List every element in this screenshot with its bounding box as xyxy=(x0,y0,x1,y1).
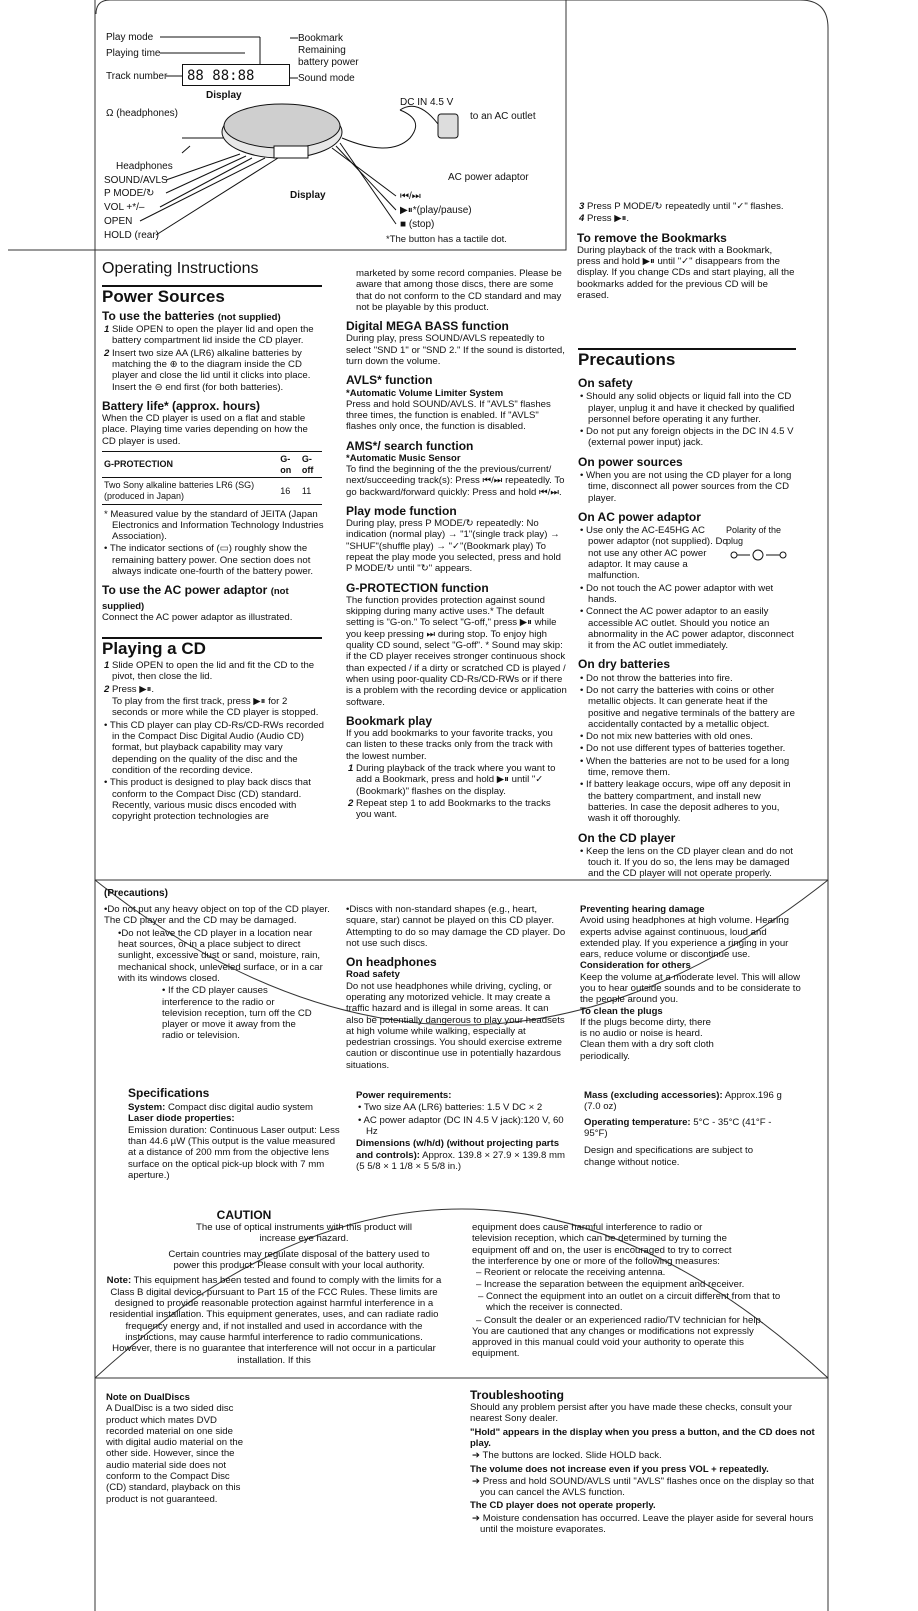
battery-life-table: G-PROTECTION G-on G-off Two Sony alkaline batteries LR6 (SG)(produced in Japan) 16 11 xyxy=(102,451,322,504)
label-stop: ■ (stop) xyxy=(400,219,435,230)
label-play-mode: Play mode xyxy=(106,32,154,43)
label-ac-adaptor: AC power adaptor xyxy=(448,172,529,183)
ams-text: To find the beginning of the the previous/current/ next/succeeding track(s): Press ⏮/⏭ repeatedly. To go backward/forward quickly: Press and hold ⏮/⏭. xyxy=(346,464,565,498)
play-mode-text: During play, press P MODE/↻ repeatedly: No indication (normal play) → "1"(single track play) → "SHUF"(shuffle play) → "✓"(Bookmark play) To repeat the play mode you selected, press and hold P MODE/↻ until "↻" appears. xyxy=(346,518,561,575)
ac-prec-1: • Use only the AC-E45HG AC power adaptor (not supplied). Do not use any other AC power adaptor. It may cause a malfunction. xyxy=(580,525,728,582)
battery-step-2: 2 Insert two size AA (LR6) alkaline batteries by matching the ⊕ to the diagram inside the CD player and close the lid until it clicks into place. Insert the ⊖ end first (for both batteries). xyxy=(104,347,311,393)
dualdisc-note xyxy=(106,1392,248,1505)
interference-intro: equipment does cause harmful interference to radio or television reception, which can be determined by turning the equipment off and on, the user is encouraged to try to correct the interference by one or more of the following measures: xyxy=(472,1222,732,1267)
prec-interference: • If the CD player causes interference to the radio or television reception, turn off the CD player or move it away from the radio or television. xyxy=(162,985,312,1042)
dry-3: • Do not mix new batteries with old ones. xyxy=(580,731,753,743)
measure-4: – Consult the dealer or an experienced radio/TV technician for help. xyxy=(476,1314,764,1326)
label-bookmark: Bookmark xyxy=(298,33,344,44)
prec-heavy-object: •Do not put any heavy object on top of the CD player. The CD player and the CD may be damaged. xyxy=(104,904,330,927)
cd-player-prec-title: On the CD player xyxy=(578,830,676,845)
caution-battery: Certain countries may regulate disposal of the battery used to power this product. Please consult with your local authority. xyxy=(168,1248,430,1272)
avls-subtitle: *Automatic Volume Limiter System xyxy=(346,387,504,399)
dry-6: • If battery leakage occurs, wipe off any deposit in the battery compartment, and install new batteries. In case the deposit adheres to you, wash it off thoroughly. xyxy=(580,779,791,825)
dualdisc-title: Note on DualDiscs xyxy=(106,1392,190,1403)
ams-title: AMS*/ search function xyxy=(346,438,474,453)
specifications xyxy=(128,1086,818,1182)
g-protection-text: The function provides protection against sound skipping during many active uses.* The default setting is "G-on." To select "G-off," press ▶⏸ while you keep pressing ⏭ during stop. To enjoy high quality CD sound, select "G-off". * Sound may skip: if the CD player receives stronger continuous shock than expected / if a dirty or scratched CD is played / when using poor-quality CD-Rs/CD-RWs or if there is a problem with the recording device or application software. xyxy=(346,594,567,708)
dry-4: • Do not use different types of batteries together. xyxy=(580,743,786,755)
fcc-note: Note: This equipment has been tested and found to comply with the limits for a Class B digital device, pursuant to Part 15 of the FCC Rules. These limits are designed to provide reasonable protection against harmful interference in a residential installation. This equipment generates, uses, and can radiate radio frequency energy and, if not installed and used in accordance with the instructions, may cause harmful interference to radio communications. However, there is no guarantee that interference will not occur in a particular installation. If this xyxy=(106,1275,442,1366)
label-open: OPEN xyxy=(104,216,133,227)
column-2 xyxy=(346,268,568,822)
modification-warning: You are cautioned that any changes or modifications not expressly approved in this manual could void your authority to operate this equipment. xyxy=(472,1325,754,1360)
cd-prec-1: • Keep the lens on the CD player clean and do not touch it. If you do so, the lens may be damaged and the CD player will not operate properly. xyxy=(580,845,793,880)
dry-batteries-title: On dry batteries xyxy=(578,657,671,672)
prec-location: •Do not leave the CD player in a location near heat sources, or in a place subject to direct sunlight, excessive dust or sand, moisture, rain, mechanical shock, unleveled surface, or in a car with its windows closed. xyxy=(118,927,323,984)
play-step-1: 1 Slide OPEN to open the lid and fit the CD to the pivot, then close the lid. xyxy=(104,660,315,683)
precautions-left xyxy=(104,904,344,1042)
bookmark-play-text: If you add bookmarks to your favorite tracks, you can listen to these tracks only from the track with the lowest number. xyxy=(346,728,553,762)
label-display: Display xyxy=(206,90,242,101)
mega-bass-text: During play, press SOUND/AVLS repeatedly to select "SND 1" or "SND 2." If the sound is distorted, turn down the volume. xyxy=(346,333,565,368)
cdr-note: • This CD player can play CD-Rs/CD-RWs recorded in the Compact Disc Digital Audio (Audio CD) format, but playback capability may vary depending on the quality of the disc and the condition of the recording device. xyxy=(104,719,324,776)
solution-hold: ➔ The buttons are locked. Slide HOLD back. xyxy=(472,1450,662,1462)
indicator-note: • The indicator sections of (▭) roughly show the remaining battery power. One section does not always indicate one-fourth of the battery power. xyxy=(104,543,314,578)
remove-bookmarks-text: During playback of the track with a Bookmark, press and hold ▶⏸ until "✓" disappears from the display. If you change CDs and start playing, all the bookmarks added for the previous CD will be erased. xyxy=(577,244,795,302)
road-safety-title: Road safety xyxy=(346,969,400,981)
avls-text: Press and hold SOUND/AVLS. If "AVLS" flashes three times, the function is enabled. If "AVLS" flashes only once, the function is disabled. xyxy=(346,398,551,433)
polarity-plug-icon xyxy=(728,547,788,563)
ac-adaptor-title: To use the AC power adaptor (not supplied) xyxy=(102,583,289,612)
hearing-title: Preventing hearing damage xyxy=(580,904,705,915)
plugs-text: If the plugs become dirty, there is no audio or noise is heard. Clean them with a dry soft cloth periodically. xyxy=(580,1016,714,1062)
batteries-title: To use the batteries (not supplied) xyxy=(102,308,281,323)
label-dc-in: DC IN 4.5 V xyxy=(400,97,454,108)
dry-5: • When the batteries are not to be used for a long time, remove them. xyxy=(580,755,790,779)
avls-title: AVLS* function xyxy=(346,373,433,388)
dry-1: • Do not throw the batteries into fire. xyxy=(580,672,733,684)
label-headphones: Headphones xyxy=(116,161,173,172)
ac-adaptor-text: Connect the AC power adaptor as illustrated. xyxy=(102,611,293,623)
column-3 xyxy=(578,342,800,881)
label-battery-power: battery power xyxy=(298,57,359,68)
power-sources-title: Power Sources xyxy=(102,286,225,306)
solution-volume: ➔ Press and hold SOUND/AVLS until "AVLS" flashes once on the display so that you can cancel the AVLS function. xyxy=(472,1475,814,1499)
safety-title: On safety xyxy=(578,376,633,391)
bookmark-play-title: Bookmark play xyxy=(346,713,433,728)
precautions-continued-head: (Precautions) xyxy=(104,888,168,899)
power-sources-prec-title: On power sources xyxy=(578,454,683,469)
measure-2: – Increase the separation between the equipment and receiver. xyxy=(476,1278,745,1290)
problem-volume: The volume does not increase even if you press VOL + repeatedly. xyxy=(470,1463,769,1475)
problem-operate: The CD player does not operate properly. xyxy=(470,1500,656,1512)
others-text: Keep the volume at a moderate level. This will allow you to hear outside sounds and to be considerate to the people around you. xyxy=(580,971,801,1006)
dry-2: • Do not carry the batteries with coins or other metallic objects. It can generate heat if the positive and negative terminals of the battery are accidentally contacted by a metallic object. xyxy=(580,684,795,730)
step-4: 4 Press ▶⏸. xyxy=(579,213,630,225)
cd-player-illustration xyxy=(100,28,570,250)
road-safety-text: Do not use headphones while driving, cycling, or operating any motorized vehicle. It may create a traffic hazard and is illegal in some areas. It can also be potentially dangerous to play your headsets at high volume while walking, especially at pedestrian crossings. You should exercise extreme caution or discontinue use in potentially hazardous situations. xyxy=(346,980,565,1071)
caution-left xyxy=(104,1208,444,1366)
ams-subtitle: *Automatic Music Sensor xyxy=(346,452,461,464)
measure-1: – Reorient or relocate the receiving antenna. xyxy=(476,1267,666,1279)
power-prec-1: • When you are not using the CD player for a long time, disconnect all power sources from the CD player. xyxy=(580,469,792,504)
hearing-text: Avoid using headphones at high volume. Hearing experts advise against continuous, loud and extended play. If you experience a ringing in your ears, reduce volume or discontinue use. xyxy=(580,915,789,961)
ac-prec-2: • Do not touch the AC power adaptor with wet hands. xyxy=(580,582,774,605)
measure-3: – Connect the equipment into an outlet on a circuit different from that to which the receiver is connected. xyxy=(478,1290,781,1314)
problem-hold: "Hold" appears in the display when you press a button, and the CD does not play. xyxy=(470,1426,815,1449)
troubleshooting-intro: Should any problem persist after you have made these checks, consult your nearest Sony dealer. xyxy=(470,1402,793,1425)
caution-optical: The use of optical instruments with this product will increase eye hazard. xyxy=(196,1222,412,1245)
step-3: 3 Press P MODE/↻ repeatedly until "✓" flashes. xyxy=(579,201,784,212)
g-protection-title: G-PROTECTION function xyxy=(346,580,489,595)
precautions-right xyxy=(580,904,804,1062)
dualdisc-text: A DualDisc is a two sided disc product which mates DVD recorded material on one side with digital audio material on the other side. However, since the audio material side does not conform to the Compact Disc (CD) standard, playback on this product is not guaranteed. xyxy=(106,1403,244,1505)
specs-col-2: Power requirements: • Two size AA (LR6) batteries: 1.5 V DC × 2 • AC power adaptor (DC IN 4.5 V jack):120 V, 60 Hz Dimensions (w/h/d) (without projecting parts and controls): Approx. 139.8 × 27.9 × 139.8 mm (5 5/8 × 1 1/8 × 5 5/8 in.) xyxy=(356,1090,566,1173)
caution-title: CAUTION xyxy=(216,1208,272,1222)
specifications-title: Specifications xyxy=(128,1086,210,1100)
prec-non-standard: •Discs with non-standard shapes (e.g., heart, square, star) cannot be played on this CD player. Attempting to do so may damage the CD player. Do not use such discs. xyxy=(346,904,566,949)
label-display2: Display xyxy=(290,190,326,201)
label-headphones-icon: Ω (headphones) xyxy=(106,108,178,119)
battery-life-text: When the CD player is used on a flat and stable place. Playing time varies depending on how the CD player is used. xyxy=(102,413,308,447)
precautions-middle xyxy=(346,904,568,1071)
specs-col-3: Mass (excluding accessories): Approx.196 g (7.0 oz) Operating temperature: 5°C - 35°C (41°F - 95°F) Design and specifications are subject to change without notice. xyxy=(584,1090,782,1168)
label-playing-time: Playing time xyxy=(106,48,161,59)
plugs-title: To clean the plugs xyxy=(580,1005,663,1017)
polarity-label: Polarity of the plug xyxy=(726,525,782,546)
label-play-pause: ▶⏸*(play/pause) xyxy=(400,205,472,216)
copyright-continued: marketed by some record companies. Please be aware that among those discs, there are some that do not conform to the CD standard and may not be playable by this product. xyxy=(356,268,562,313)
caution-right xyxy=(472,1222,792,1360)
troubleshooting-title: Troubleshooting xyxy=(470,1388,564,1402)
specs-col-1: System: Compact disc digital audio system Laser diode properties: Emission duration: Continuous Laser output: Less than 44.6 µW (This output is the value measured at a distance of 200 mm from the objective lens surface on the optical pick-up block with 7 mm aperture.) xyxy=(128,1102,340,1182)
label-sound-mode: Sound mode xyxy=(298,73,355,84)
lcd-digits: 88 88:88 xyxy=(187,68,255,84)
jeita-note: * Measured value by the standard of JEITA (Japan Electronics and Information Technology Industries Association). xyxy=(104,508,324,543)
mega-bass-title: Digital MEGA BASS function xyxy=(346,319,509,334)
bookmark-steps xyxy=(577,200,795,301)
remove-bookmarks-title: To remove the Bookmarks xyxy=(577,230,727,245)
label-ac-outlet: to an AC outlet xyxy=(470,111,536,122)
operating-title: Operating Instructions xyxy=(102,260,259,277)
label-hold: HOLD (rear) xyxy=(104,230,160,241)
play-step-2-detail: To play from the first track, press ▶⏸ for 2 seconds or more while the CD player is stopped. xyxy=(112,696,319,719)
bookmark-step-1: 1 During playback of the track where you want to add a Bookmark, press and hold ▶⏸ until "✓ (Bookmark)" flashes on the display. xyxy=(348,763,556,797)
play-mode-title: Play mode function xyxy=(346,503,457,518)
headphones-title: On headphones xyxy=(346,955,437,970)
battery-step-1: 1 Slide OPEN to open the player lid and open the battery compartment lid inside the CD player. xyxy=(104,324,314,347)
label-remaining: Remaining xyxy=(298,45,346,56)
troubleshooting xyxy=(470,1388,816,1536)
safety-1: • Should any solid objects or liquid fall into the CD player, unplug it and have it checked by qualified personnel before operating it any further. xyxy=(580,391,795,425)
column-1 xyxy=(102,260,324,824)
label-track-number: Track number xyxy=(106,71,168,82)
bookmark-step-2: 2 Repeat step 1 to add Bookmarks to the tracks you want. xyxy=(348,797,551,821)
play-step-2: 2 Press ▶⏸. xyxy=(104,683,155,695)
ac-adaptor-prec-title: On AC power adaptor xyxy=(578,509,701,524)
ac-prec-3: • Connect the AC power adaptor to an easily accessible AC outlet. Should you notice an abnormality in the AC power adaptor, disconnect it from the AC outlet immediately. xyxy=(580,606,794,652)
label-sound-avls: SOUND/AVLS xyxy=(104,175,168,186)
label-vol: VOL +*/– xyxy=(104,202,145,213)
label-skip-buttons: ⏮/⏭ xyxy=(400,191,421,202)
cd-standard-note: • This product is designed to play back discs that conform to the Compact Disc (CD) standard. Recently, various music discs encoded with copyright protection technologies are xyxy=(104,777,311,823)
precautions-title: Precautions xyxy=(578,350,676,369)
others-title: Consideration for others xyxy=(580,960,691,972)
battery-life-title: Battery life* (approx. hours) xyxy=(102,399,261,413)
label-p-mode: P MODE/↻ xyxy=(104,188,155,199)
playing-cd-title: Playing a CD xyxy=(102,639,206,659)
solution-operate: ➔ Moisture condensation has occurred. Leave the player aside for several hours until the moisture evaporates. xyxy=(472,1512,814,1535)
safety-2: • Do not put any foreign objects in the DC IN 4.5 V (external power input) jack. xyxy=(580,426,794,449)
label-tactile-note: *The button has a tactile dot. xyxy=(386,234,507,245)
device-diagram xyxy=(100,28,570,250)
